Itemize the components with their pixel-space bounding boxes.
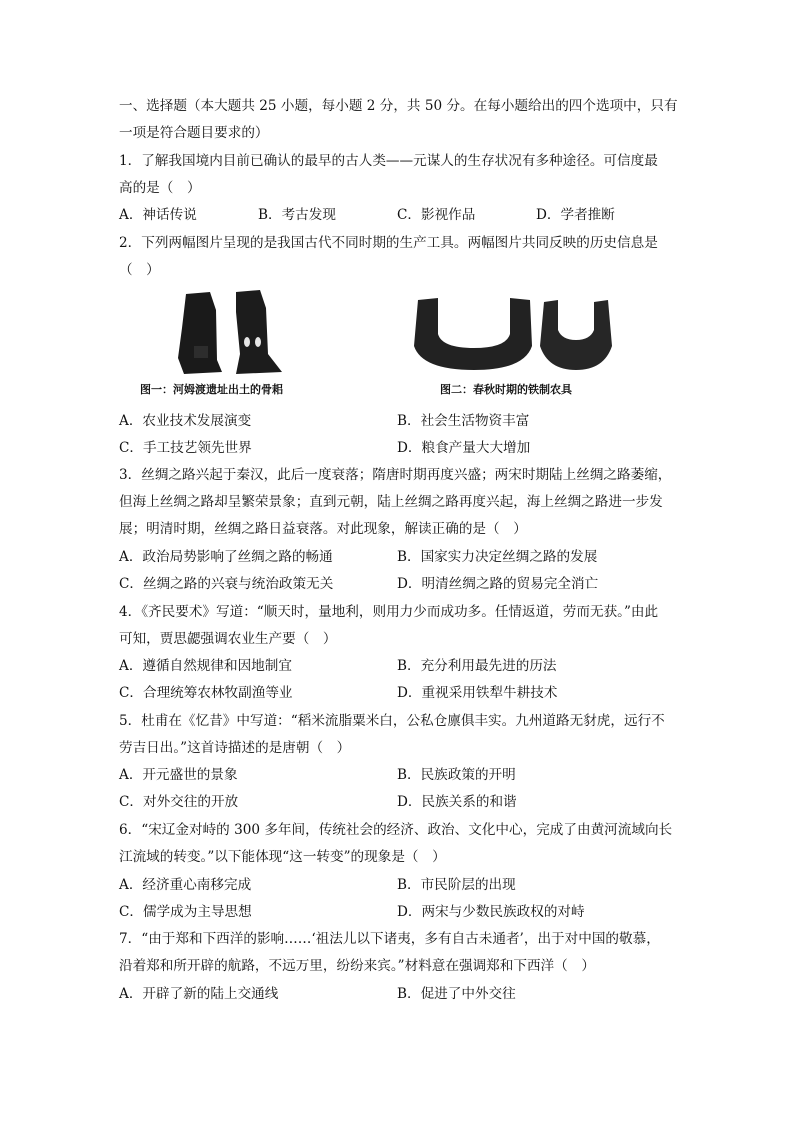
q4-option-b[interactable]: B．充分利用最先进的历法 [397, 658, 557, 674]
q5-option-c[interactable]: C．对外交往的开放 [119, 794, 239, 810]
q2-stem-line1: 2．下列两幅图片呈现的是我国古代不同时期的生产工具。两幅图片共同反映的历史信息是 [119, 235, 658, 251]
q1-option-a[interactable]: A．神话传说 [119, 207, 197, 223]
q6-option-b[interactable]: B．市民阶层的出现 [397, 877, 516, 893]
q5-option-b[interactable]: B．民族政策的开明 [397, 767, 516, 783]
q4-option-a[interactable]: A．遵循自然规律和因地制宜 [119, 658, 292, 674]
q2-stem-line2: （ ） [119, 262, 160, 278]
q7-stem-line2: 沿着郑和所开辟的航路，不远万里，纷纷来宾。”材料意在强调郑和下西洋（ ） [119, 958, 595, 974]
iron-tool-figure [412, 294, 617, 376]
q4-option-d[interactable]: D．重视采用铁犁牛耕技术 [397, 685, 558, 701]
q5-option-d[interactable]: D．民族关系的和谐 [397, 794, 517, 810]
q3-option-a[interactable]: A．政治局势影响了丝绸之路的畅通 [119, 549, 333, 565]
q4-option-c[interactable]: C．合理统筹农林牧副渔等业 [119, 685, 293, 701]
q5-option-a[interactable]: A．开元盛世的景象 [119, 767, 238, 783]
section-heading-cont: 一项是符合题目要求的） [119, 125, 269, 141]
q6-option-d[interactable]: D．两宋与少数民族政权的对峙 [397, 904, 585, 920]
q6-stem-line1: 6．“宋辽金对峙的 300 多年间，传统社会的经济、政治、文化中心，完成了由黄河流域向长 [119, 822, 673, 838]
q2-option-a[interactable]: A．农业技术发展演变 [119, 413, 252, 429]
q7-option-b[interactable]: B．促进了中外交往 [397, 986, 516, 1002]
q3-stem-line1: 3．丝绸之路兴起于秦汉，此后一度衰落；隋唐时期再度兴盛；两宋时期陆上丝绸之路萎缩， [119, 467, 672, 483]
figure2-caption: 图二：春秋时期的铁制农具 [440, 383, 572, 396]
q2-option-b[interactable]: B．社会生活物资丰富 [397, 413, 530, 429]
q7-stem-line1: 7．“由于郑和下西洋的影响……‘祖法儿以下诸夷，多有自古未通者’，出于对中国的敬慕， [119, 931, 660, 947]
q3-stem-line2: 但海上丝绸之路却呈繁荣景象；直到元朝，陆上丝绸之路再度兴起，海上丝绸之路进一步发 [119, 494, 663, 510]
q1-option-c[interactable]: C．影视作品 [397, 207, 476, 223]
q1-option-b[interactable]: B．考古发现 [258, 207, 336, 223]
q2-option-d[interactable]: D．粮食产量大大增加 [397, 440, 531, 456]
q1-stem-line2: 高的是（ ） [119, 180, 201, 196]
section-heading [119, 97, 678, 115]
q3-option-c[interactable]: C．丝绸之路的兴衰与统治政策无关 [119, 576, 334, 592]
section-heading-text: 一、选择题（本大题共 25 小题，每小题 2 分，共 50 分。在每小题给出的四个选项中，只有 [119, 98, 678, 114]
q1-stem-line1: 1．了解我国境内目前已确认的最早的古人类——元谋人的生存状况有多种途径。可信度最 [119, 153, 658, 169]
q4-stem-line1: 4．《齐民要术》写道：“顺天时，量地利，则用力少而成功多。任情返道，劳而无获。”由此 [119, 604, 659, 620]
q4-stem-line2: 可知，贾思勰强调农业生产要（ ） [119, 631, 337, 647]
q5-stem-line2: 劳吉日出。”这首诗描述的是唐朝（ ） [119, 740, 351, 756]
bone-spade-figure [170, 288, 290, 378]
figure1-caption: 图一：河姆渡遗址出土的骨耜 [140, 383, 283, 396]
q3-option-b[interactable]: B．国家实力决定丝绸之路的发展 [397, 549, 598, 565]
q6-stem-line2: 江流域的转变。”以下能体现“这一转变”的现象是（ ） [119, 849, 446, 865]
q6-option-a[interactable]: A．经济重心南移完成 [119, 877, 252, 893]
q3-stem-line3: 展；明清时期，丝绸之路日益衰落。对此现象，解读正确的是（ ） [119, 521, 527, 537]
q6-option-c[interactable]: C．儒学成为主导思想 [119, 904, 252, 920]
q3-option-d[interactable]: D．明清丝绸之路的贸易完全消亡 [397, 576, 599, 592]
q2-option-c[interactable]: C．手工技艺领先世界 [119, 440, 252, 456]
q5-stem-line1: 5．杜甫在《忆昔》中写道：“稻米流脂粟米白，公私仓廪俱丰实。九州道路无豺虎，远行不 [119, 713, 665, 729]
q7-option-a[interactable]: A．开辟了新的陆上交通线 [119, 986, 279, 1002]
q1-option-d[interactable]: D．学者推断 [536, 207, 615, 223]
